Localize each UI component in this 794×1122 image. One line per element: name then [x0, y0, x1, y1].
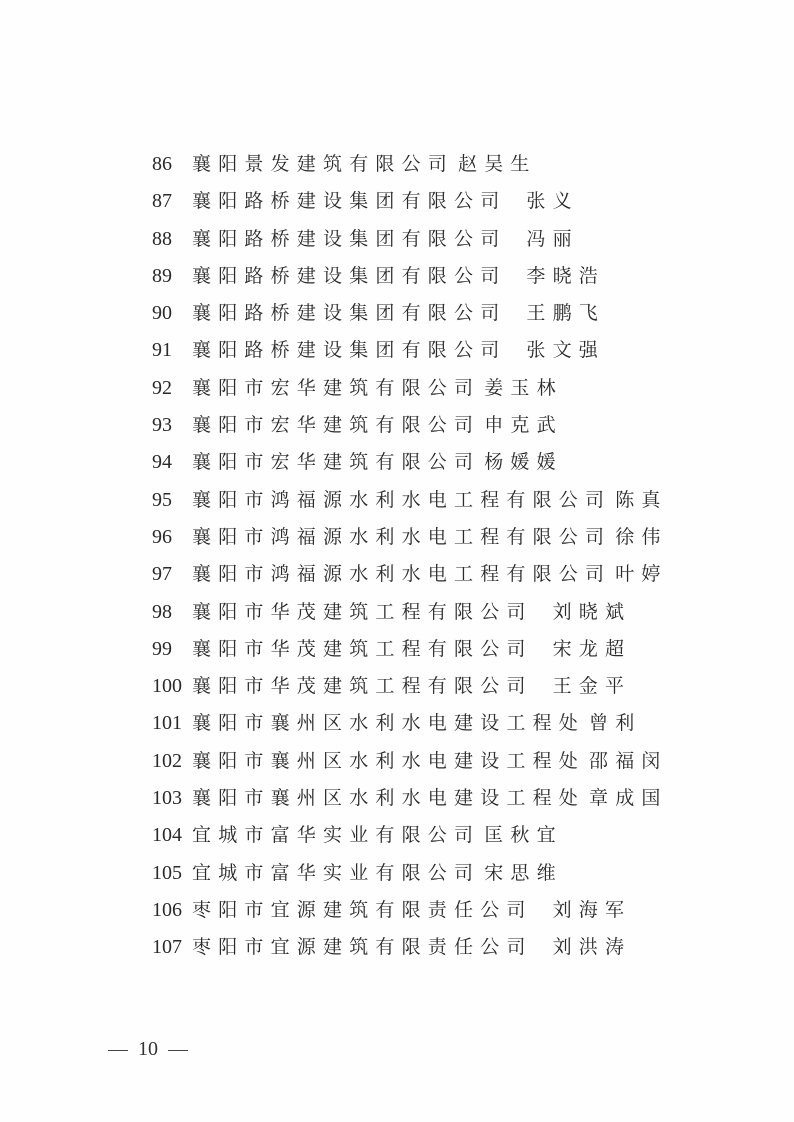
organization-name: 襄阳市华茂建筑工程有限公司	[192, 600, 533, 623]
organization-name: 枣阳市宜源建筑有限责任公司	[192, 898, 533, 921]
entry-number: 90	[152, 302, 172, 325]
person-name: 叶婷	[615, 563, 668, 586]
person-name: 宋龙超	[552, 637, 632, 660]
organization-name: 襄阳市宏华建筑有限公司	[192, 451, 481, 474]
entry-number: 97	[152, 563, 172, 586]
list-item	[152, 146, 668, 183]
list-item	[152, 817, 668, 854]
list-item	[152, 295, 668, 332]
entry-number: 93	[152, 414, 172, 437]
entry-number: 92	[152, 376, 172, 399]
page-footer	[108, 1038, 188, 1061]
person-name: 陈真	[615, 488, 668, 511]
organization-name: 襄阳市鸿福源水利水电工程有限公司	[192, 525, 612, 548]
entry-number: 89	[152, 264, 172, 287]
page-number: 10	[138, 1038, 158, 1060]
person-name: 李晓浩	[526, 264, 606, 287]
entry-number: 98	[152, 600, 172, 623]
entry-number: 96	[152, 525, 172, 548]
organization-name: 襄阳市襄州区水利水电建设工程处	[192, 712, 586, 735]
organization-name: 宜城市富华实业有限公司	[192, 824, 481, 847]
person-name: 张义	[526, 190, 579, 213]
person-name: 姜玉林	[484, 376, 563, 399]
entry-number: 91	[152, 339, 172, 362]
person-name: 赵吴生	[458, 153, 537, 175]
list-item	[152, 855, 668, 892]
list-item	[152, 221, 668, 258]
entry-number: 105	[152, 861, 182, 884]
organization-name: 襄阳市宏华建筑有限公司	[192, 376, 481, 399]
list-item	[152, 258, 668, 295]
footer-dash-right	[168, 1050, 188, 1051]
person-name: 冯丽	[526, 227, 579, 250]
entry-number: 103	[152, 787, 182, 810]
organization-name: 宜城市富华实业有限公司	[192, 861, 481, 884]
person-name: 刘洪涛	[552, 936, 632, 959]
entry-number: 102	[152, 749, 182, 772]
entry-number: 87	[152, 190, 172, 213]
list-item	[152, 929, 668, 966]
list-item	[152, 631, 668, 668]
person-name: 徐伟	[615, 525, 668, 548]
person-name: 刘晓斌	[552, 600, 632, 623]
organization-name: 襄阳市鸿福源水利水电工程有限公司	[192, 488, 612, 511]
list-item	[152, 370, 668, 407]
person-name: 匡秋宜	[484, 824, 563, 847]
person-name: 王鹏飞	[526, 302, 606, 325]
organization-name: 襄阳路桥建设集团有限公司	[192, 190, 507, 213]
organization-name: 襄阳市华茂建筑工程有限公司	[192, 637, 533, 660]
organization-name: 襄阳路桥建设集团有限公司	[192, 227, 507, 250]
list-item	[152, 780, 668, 817]
list-item	[152, 482, 668, 519]
organization-name: 襄阳路桥建设集团有限公司	[192, 264, 507, 287]
list-item	[152, 892, 668, 929]
organization-name: 襄阳市襄州区水利水电建设工程处	[192, 749, 586, 772]
person-name: 申克武	[484, 414, 563, 437]
list-item	[152, 519, 668, 556]
person-name: 章成国	[589, 787, 668, 810]
organization-name: 枣阳市宜源建筑有限责任公司	[192, 936, 533, 959]
person-name: 邵福闵	[589, 749, 668, 772]
organization-name: 襄阳景发建筑有限公司	[192, 153, 455, 175]
organization-name: 襄阳市华茂建筑工程有限公司	[192, 675, 533, 698]
entry-number: 88	[152, 227, 172, 250]
entry-number: 107	[152, 936, 182, 959]
list-item	[152, 332, 668, 369]
organization-name: 襄阳市鸿福源水利水电工程有限公司	[192, 563, 612, 586]
organization-name: 襄阳市襄州区水利水电建设工程处	[192, 787, 586, 810]
list-item	[152, 705, 668, 742]
list-item	[152, 407, 668, 444]
list-item	[152, 556, 668, 593]
personnel-list	[152, 146, 668, 967]
list-item	[152, 444, 668, 481]
person-name: 王金平	[552, 675, 632, 698]
person-name: 刘海军	[552, 898, 632, 921]
entry-number: 101	[152, 712, 182, 735]
entry-number: 99	[152, 637, 172, 660]
entry-number: 104	[152, 824, 182, 847]
entry-number: 95	[152, 488, 172, 511]
person-name: 张文强	[526, 339, 606, 362]
organization-name: 襄阳市宏华建筑有限公司	[192, 414, 481, 437]
entry-number: 94	[152, 451, 172, 474]
entry-number: 100	[152, 675, 182, 698]
person-name: 曾利	[589, 712, 642, 735]
person-name: 杨媛媛	[484, 451, 563, 474]
footer-dash-left	[108, 1050, 128, 1051]
list-item	[152, 183, 668, 220]
entry-number: 106	[152, 898, 182, 921]
organization-name: 襄阳路桥建设集团有限公司	[192, 339, 507, 362]
entry-number: 86	[152, 153, 172, 175]
list-item	[152, 668, 668, 705]
list-item	[152, 743, 668, 780]
organization-name: 襄阳路桥建设集团有限公司	[192, 302, 507, 325]
person-name: 宋思维	[484, 861, 563, 884]
list-item	[152, 594, 668, 631]
